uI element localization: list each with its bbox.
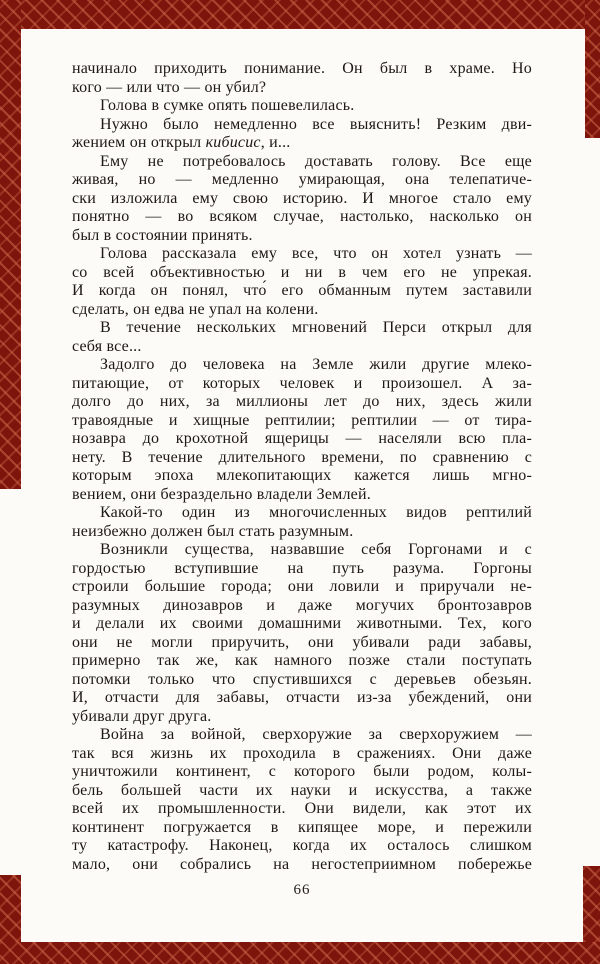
page-text [72,60,532,874]
text-line: Какой-то один из многочисленных видов рептилий [100,504,532,521]
text-line: ту катастрофу. Наконец, когда их осталось слишком [72,837,532,854]
text-line: понятно — во всяком случае, настолько, насколько он [72,208,532,225]
text-line: живая, но — медленно умирающая, она телепатиче- [72,171,532,188]
text-line: долго до них, за миллионы лет до них, здесь жили [72,393,532,410]
page-number: 66 [293,882,311,898]
text-line: всей их промышленности. Они видели, как этот их [72,800,532,817]
text-line: нозавра до крохотной ящерицы — населяли всю пла- [72,430,532,447]
text-line: так вся жизнь их проходила в сражениях. Они даже [72,744,532,762]
text-line: со всей объективностью и ни в чем его не упрекая. [72,263,532,281]
text-line: они не могли приручить, они убивали ради забавы, [72,633,532,651]
text-line: которым эпоха млекопитающих кажется лишь мгно- [72,467,532,484]
text-line: жением он открыл кибисис, и... [72,134,291,151]
text-line: травоядные и хищные рептилии; рептилии — от тира- [72,411,532,429]
text-line: Возникли существа, назвавшие себя Горгонами и с [100,541,532,558]
text-line: В течение нескольких мгновений Перси открыл для [100,319,532,336]
text-line: примерно так же, как намного позже стали поступать [72,652,532,669]
text-line: строили большие города; они ловили и приручали не- [72,578,532,595]
text-line: Война за войной, сверхоружие за сверхоружием — [100,726,532,743]
text-line: сделать, он едва не упал на колени. [72,300,319,318]
text-line: мало, они собрались на негостеприимном побережье [72,855,532,873]
decorative-border-right-upper [585,0,600,138]
text-line: кого — или что — он убил? [72,78,267,96]
text-line: гордостью вступившие на путь разума. Горгоны [72,559,532,577]
decorative-border-bottom [0,942,600,964]
italic-word: кибисис [205,134,261,151]
decorative-border-left-upper [0,0,21,489]
text-line: был в состоянии принять. [72,226,253,244]
text-line: Голова рассказала ему все, что он хотел узнать — [100,245,532,262]
text-line: бель большей части их науки и искусства, а также [72,781,532,799]
text-line: Нужно было немедленно все выяснить! Резким дви- [100,115,532,133]
text-line: себя все... [72,337,142,355]
text-line: убивали друг друга. [72,707,212,725]
text-line: Ему не потребовалось доставать голову. Все еще [100,152,532,170]
text-line: нету. В течение длительного времени, по сравнению с [72,448,532,466]
text-line: уничтожили континент, с которого были родом, колы- [72,763,532,780]
text-line: Задолго до человека на Земле жили другие млеко- [100,356,532,373]
text-line: Голова в сумке опять пошевелилась. [100,97,355,114]
text-line: вением, они безраздельно владели Землей. [72,485,371,503]
text-line: ски изложила ему свою историю. И многое стало ему [72,189,532,207]
text-line: неизбежно должен был стать разумным. [72,522,354,540]
text-line: И когда он понял, что́ его обманным путем заставили [72,282,532,299]
text-line: И, отчасти для забавы, отчасти из-за убеждений, они [72,689,532,706]
text-line: и делали их своими домашними животными. Тех, кого [72,615,532,632]
text-line: континент погружается в кипящее море, и пережили [72,818,532,836]
text-line: начинало приходить понимание. Он был в храме. Но [72,60,532,77]
text-line: потомки только что спустившихся с деревьев обезьян. [72,670,532,688]
text-line: питающие, от которых человек и произошел. А за- [72,374,532,392]
decorative-border-top [0,0,600,29]
text-line: разумных динозавров и даже могучих бронтозавров [72,596,532,614]
